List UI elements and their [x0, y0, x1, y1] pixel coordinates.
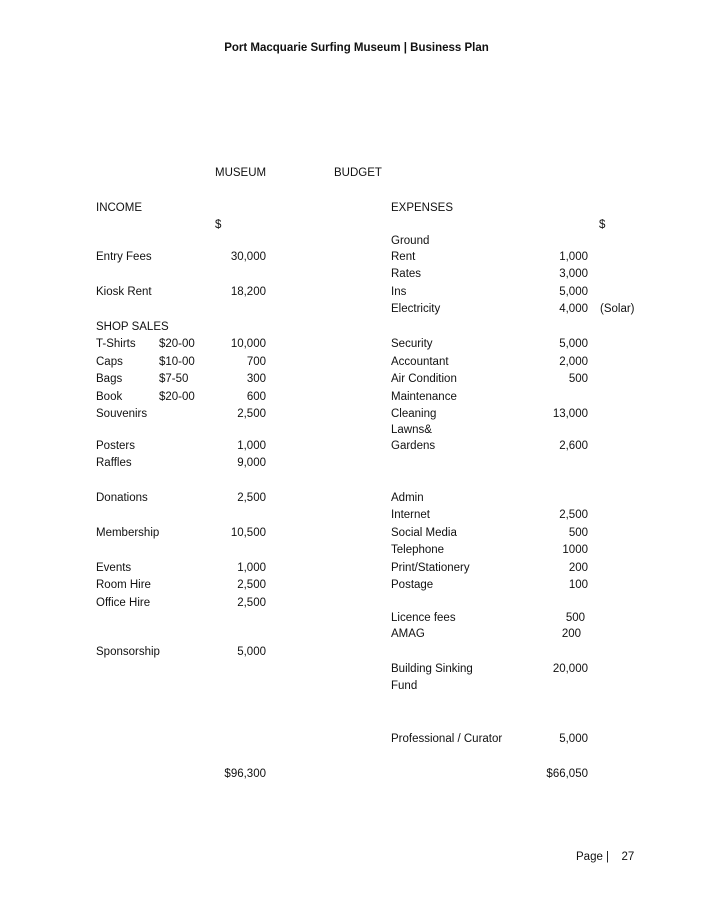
income-total: $96,300 [224, 768, 266, 780]
income-item-value: 1,000 [237, 440, 266, 452]
income-item-value: 1,000 [237, 562, 266, 574]
expense-item-value: 3,000 [559, 268, 588, 280]
income-item-label: Donations [96, 492, 148, 504]
income-item-label: Kiosk Rent [96, 286, 152, 298]
expense-item-value: 2,000 [559, 356, 588, 368]
expense-item-label: Lawns& [391, 424, 432, 436]
expense-item-value: 500 [568, 373, 588, 385]
expense-item-value: 500 [568, 527, 588, 539]
expense-item-value: 200 [568, 562, 588, 574]
income-item-label: Souvenirs [96, 408, 148, 420]
expense-item-label: Accountant [391, 356, 449, 368]
income-item-price: $10-00 [159, 356, 195, 368]
income-label: INCOME [96, 202, 142, 214]
income-currency-symbol: $ [215, 219, 222, 231]
expense-item-label: Rates [391, 268, 422, 280]
expenses-currency-symbol: $ [599, 219, 606, 231]
income-item-label: Book [96, 391, 123, 403]
page-number: 27 [621, 851, 635, 863]
expense-item-label: AMAG [391, 628, 425, 640]
expense-item-label: Security [391, 338, 433, 350]
income-item-value: 10,500 [230, 527, 266, 539]
income-item-label: Raffles [96, 457, 132, 469]
expense-item-label: Rent [391, 251, 416, 263]
expense-item-value: 200 [561, 628, 581, 640]
page-label: Page | [576, 851, 610, 863]
expense-item-label: Telephone [391, 544, 445, 556]
income-item-label: Caps [96, 356, 123, 368]
expense-item-label: Print/Stationery [391, 562, 470, 574]
expense-item-label: Fund [391, 680, 418, 692]
document-header-title: Port Macquarie Surfing Museum | Business Plan [224, 42, 489, 54]
expense-item-value: 500 [565, 612, 585, 624]
expense-item-value: 20,000 [552, 663, 588, 675]
income-item-value: 600 [246, 391, 266, 403]
expense-item-label: Professional / Curator [391, 733, 503, 745]
income-item-value: 5,000 [237, 646, 266, 658]
expense-item-value: 13,000 [552, 408, 588, 420]
income-item-label: Room Hire [96, 579, 151, 591]
expense-item-label: Electricity [391, 303, 441, 315]
expense-item-label: Ins [391, 286, 407, 298]
expense-item-value: 2,600 [559, 440, 588, 452]
budget-heading: BUDGET [334, 167, 382, 179]
income-item-value: 10,000 [230, 338, 266, 350]
expense-item-label: Air Condition [391, 373, 457, 385]
expense-item-value: 4,000 [559, 303, 588, 315]
expense-item-label: Postage [391, 579, 434, 591]
income-item-label: Posters [96, 440, 135, 452]
page-footer [576, 851, 634, 863]
income-item-value: 2,500 [237, 408, 266, 420]
expense-item-value: 100 [568, 579, 588, 591]
expense-item-label: Ground [391, 235, 430, 247]
expense-item-value: 5,000 [559, 286, 588, 298]
expense-item-value: 5,000 [559, 338, 588, 350]
admin-label: Admin [391, 492, 424, 504]
expense-item-value: 1000 [562, 544, 588, 556]
income-item-price: $7-50 [159, 373, 189, 385]
income-item-label: Events [96, 562, 132, 574]
expenses-label: EXPENSES [391, 202, 453, 214]
income-item-value: 9,000 [237, 457, 266, 469]
expense-item-value: 2,500 [559, 509, 588, 521]
income-item-value: 700 [246, 356, 266, 368]
income-item-value: 300 [246, 373, 266, 385]
expense-item-label: Cleaning [391, 408, 437, 420]
income-item-label: Membership [96, 527, 160, 539]
income-item-label: Office Hire [96, 597, 151, 609]
expense-item-value: 1,000 [559, 251, 588, 263]
expenses-total: $66,050 [546, 768, 588, 780]
income-item-value: 2,500 [237, 492, 266, 504]
expense-item-label: Gardens [391, 440, 436, 452]
expense-item-label: Social Media [391, 527, 457, 539]
expense-item-label: Maintenance [391, 391, 457, 403]
income-item-label: Sponsorship [96, 646, 160, 658]
income-item-label: Bags [96, 373, 123, 385]
income-item-value: 18,200 [230, 286, 266, 298]
expense-item-note: (Solar) [600, 303, 635, 315]
expense-item-label: Internet [391, 509, 430, 521]
expense-item-label: Building Sinking [391, 663, 473, 675]
shop-sales-label: SHOP SALES [96, 321, 169, 333]
museum-heading: MUSEUM [215, 167, 267, 179]
expense-item-value: 5,000 [559, 733, 588, 745]
income-item-value: 2,500 [237, 597, 266, 609]
income-item-price: $20-00 [159, 391, 195, 403]
income-item-label: Entry Fees [96, 251, 152, 263]
income-item-value: 2,500 [237, 579, 266, 591]
income-item-price: $20-00 [159, 338, 195, 350]
income-item-label: T-Shirts [96, 338, 136, 350]
expense-item-label: Licence fees [391, 612, 456, 624]
income-item-value: 30,000 [230, 251, 266, 263]
